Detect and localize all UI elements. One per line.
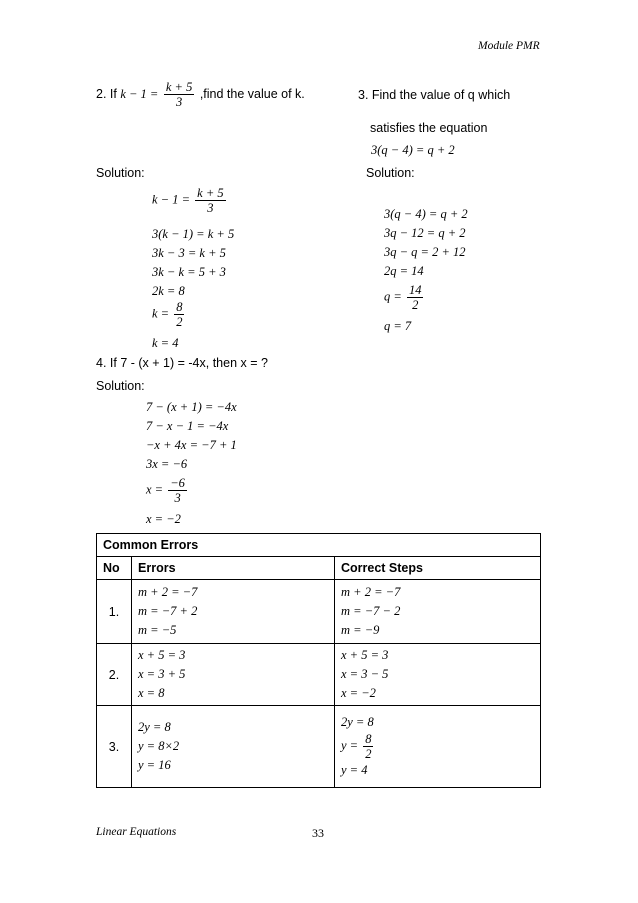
error-line: y = 8×2 bbox=[138, 739, 180, 753]
q2-step-6-denominator: 2 bbox=[176, 315, 183, 329]
error-line: y = 16 bbox=[138, 758, 171, 772]
q4-step-6: x = −2 bbox=[146, 512, 181, 526]
table-title: Common Errors bbox=[97, 534, 541, 557]
q4-step-5-denominator: 3 bbox=[174, 491, 181, 505]
footer-chapter: Linear Equations bbox=[96, 826, 177, 838]
correct-line: m + 2 = −7 bbox=[341, 585, 401, 599]
question-2 bbox=[96, 80, 305, 109]
table-row bbox=[97, 644, 541, 706]
error-line: m = −5 bbox=[138, 623, 177, 637]
q3-step-1: 3(q − 4) = q + 2 bbox=[384, 207, 468, 221]
question-3-equation: 3(q − 4) = q + 2 bbox=[371, 143, 455, 157]
error-steps bbox=[132, 644, 335, 706]
error-steps bbox=[132, 580, 335, 644]
correct-line: x = −2 bbox=[341, 686, 376, 700]
q3-step-5-lhs: q = bbox=[384, 289, 402, 304]
q2-step-6 bbox=[152, 300, 186, 329]
q3-step-5-denominator: 2 bbox=[412, 298, 419, 312]
correct-line-fraction bbox=[341, 732, 534, 761]
correct-line: m = −9 bbox=[341, 623, 380, 637]
error-line: m + 2 = −7 bbox=[138, 585, 198, 599]
q3-step-3: 3q − q = 2 + 12 bbox=[384, 245, 466, 259]
table-header-row bbox=[97, 557, 541, 580]
correct-steps bbox=[335, 580, 541, 644]
question-2-prefix: 2. If bbox=[96, 86, 117, 101]
question-3-line1: 3. Find the value of q which bbox=[358, 88, 511, 102]
q2-step-6-numerator: 8 bbox=[176, 300, 183, 314]
correct-line: y = 4 bbox=[341, 763, 368, 777]
q3-step-6: q = 7 bbox=[384, 319, 412, 333]
error-line: m = −7 + 2 bbox=[138, 604, 198, 618]
q4-step-1: 7 − (x + 1) = −4x bbox=[146, 400, 237, 414]
q2-step-1 bbox=[152, 186, 228, 215]
q4-step-5-lhs: x = bbox=[146, 482, 164, 497]
q4-step-5 bbox=[146, 476, 189, 505]
row-number: 3. bbox=[97, 706, 132, 788]
question-2-suffix: ,find the value of k. bbox=[199, 86, 305, 101]
q3-step-5-numerator: 14 bbox=[408, 283, 422, 297]
q2-step-2: 3(k − 1) = k + 5 bbox=[152, 227, 235, 241]
correct-line-denominator: 2 bbox=[365, 747, 372, 761]
column-header-errors: Errors bbox=[132, 557, 335, 580]
correct-line-fraction-value bbox=[363, 732, 373, 761]
correct-line: m = −7 − 2 bbox=[341, 604, 401, 618]
column-header-correct: Correct Steps bbox=[335, 557, 541, 580]
question-4: 4. If 7 - (x + 1) = -4x, then x = ? bbox=[96, 356, 268, 370]
q2-step-4: 3k − k = 5 + 3 bbox=[152, 265, 226, 279]
error-line: x = 8 bbox=[138, 686, 165, 700]
row-number: 2. bbox=[97, 644, 132, 706]
question-3-line2: satisfies the equation bbox=[370, 121, 488, 135]
table-row bbox=[97, 580, 541, 644]
q3-step-4: 2q = 14 bbox=[384, 264, 424, 278]
q2-step-1-fraction bbox=[195, 186, 225, 215]
q4-step-5-numerator: −6 bbox=[170, 476, 185, 490]
correct-steps bbox=[335, 706, 541, 788]
q2-step-3: 3k − 3 = k + 5 bbox=[152, 246, 226, 260]
table-title-row bbox=[97, 534, 541, 557]
q4-step-4: 3x = −6 bbox=[146, 457, 188, 471]
common-errors-table bbox=[96, 533, 541, 788]
correct-line: x = 3 − 5 bbox=[341, 667, 389, 681]
table-row bbox=[97, 706, 541, 788]
question-2-fraction bbox=[164, 80, 194, 109]
error-line: x = 3 + 5 bbox=[138, 667, 186, 681]
running-header: Module PMR bbox=[478, 40, 540, 52]
correct-line-lhs: y = bbox=[341, 738, 359, 753]
column-header-no: No bbox=[97, 557, 132, 580]
q2-step-7: k = 4 bbox=[152, 336, 179, 350]
question-2-numerator: k + 5 bbox=[165, 80, 193, 94]
q3-solution-label: Solution: bbox=[366, 166, 415, 180]
q2-step-1-lhs: k − 1 = bbox=[152, 192, 191, 207]
correct-steps bbox=[335, 644, 541, 706]
error-line: x + 5 = 3 bbox=[138, 648, 186, 662]
q3-step-5-fraction bbox=[407, 283, 424, 312]
q4-step-3: −x + 4x = −7 + 1 bbox=[146, 438, 237, 452]
correct-line: 2y = 8 bbox=[341, 715, 374, 729]
q4-solution-label: Solution: bbox=[96, 379, 145, 393]
q2-step-1-denominator: 3 bbox=[207, 201, 214, 215]
q3-step-2: 3q − 12 = q + 2 bbox=[384, 226, 466, 240]
q2-solution-label: Solution: bbox=[96, 166, 145, 180]
question-2-lhs: k − 1 = bbox=[120, 86, 159, 101]
error-line: 2y = 8 bbox=[138, 720, 171, 734]
page-number: 33 bbox=[312, 826, 324, 840]
q3-step-5 bbox=[384, 283, 425, 312]
q4-step-2: 7 − x − 1 = −4x bbox=[146, 419, 229, 433]
error-steps bbox=[132, 706, 335, 788]
q2-step-1-numerator: k + 5 bbox=[197, 186, 224, 200]
q2-step-6-fraction bbox=[174, 300, 184, 329]
correct-line: x + 5 = 3 bbox=[341, 648, 389, 662]
q2-step-6-lhs: k = bbox=[152, 306, 170, 321]
q4-step-5-fraction bbox=[168, 476, 187, 505]
row-number: 1. bbox=[97, 580, 132, 644]
question-2-denominator: 3 bbox=[175, 95, 183, 109]
q2-step-5: 2k = 8 bbox=[152, 284, 185, 298]
correct-line-numerator: 8 bbox=[365, 732, 372, 746]
